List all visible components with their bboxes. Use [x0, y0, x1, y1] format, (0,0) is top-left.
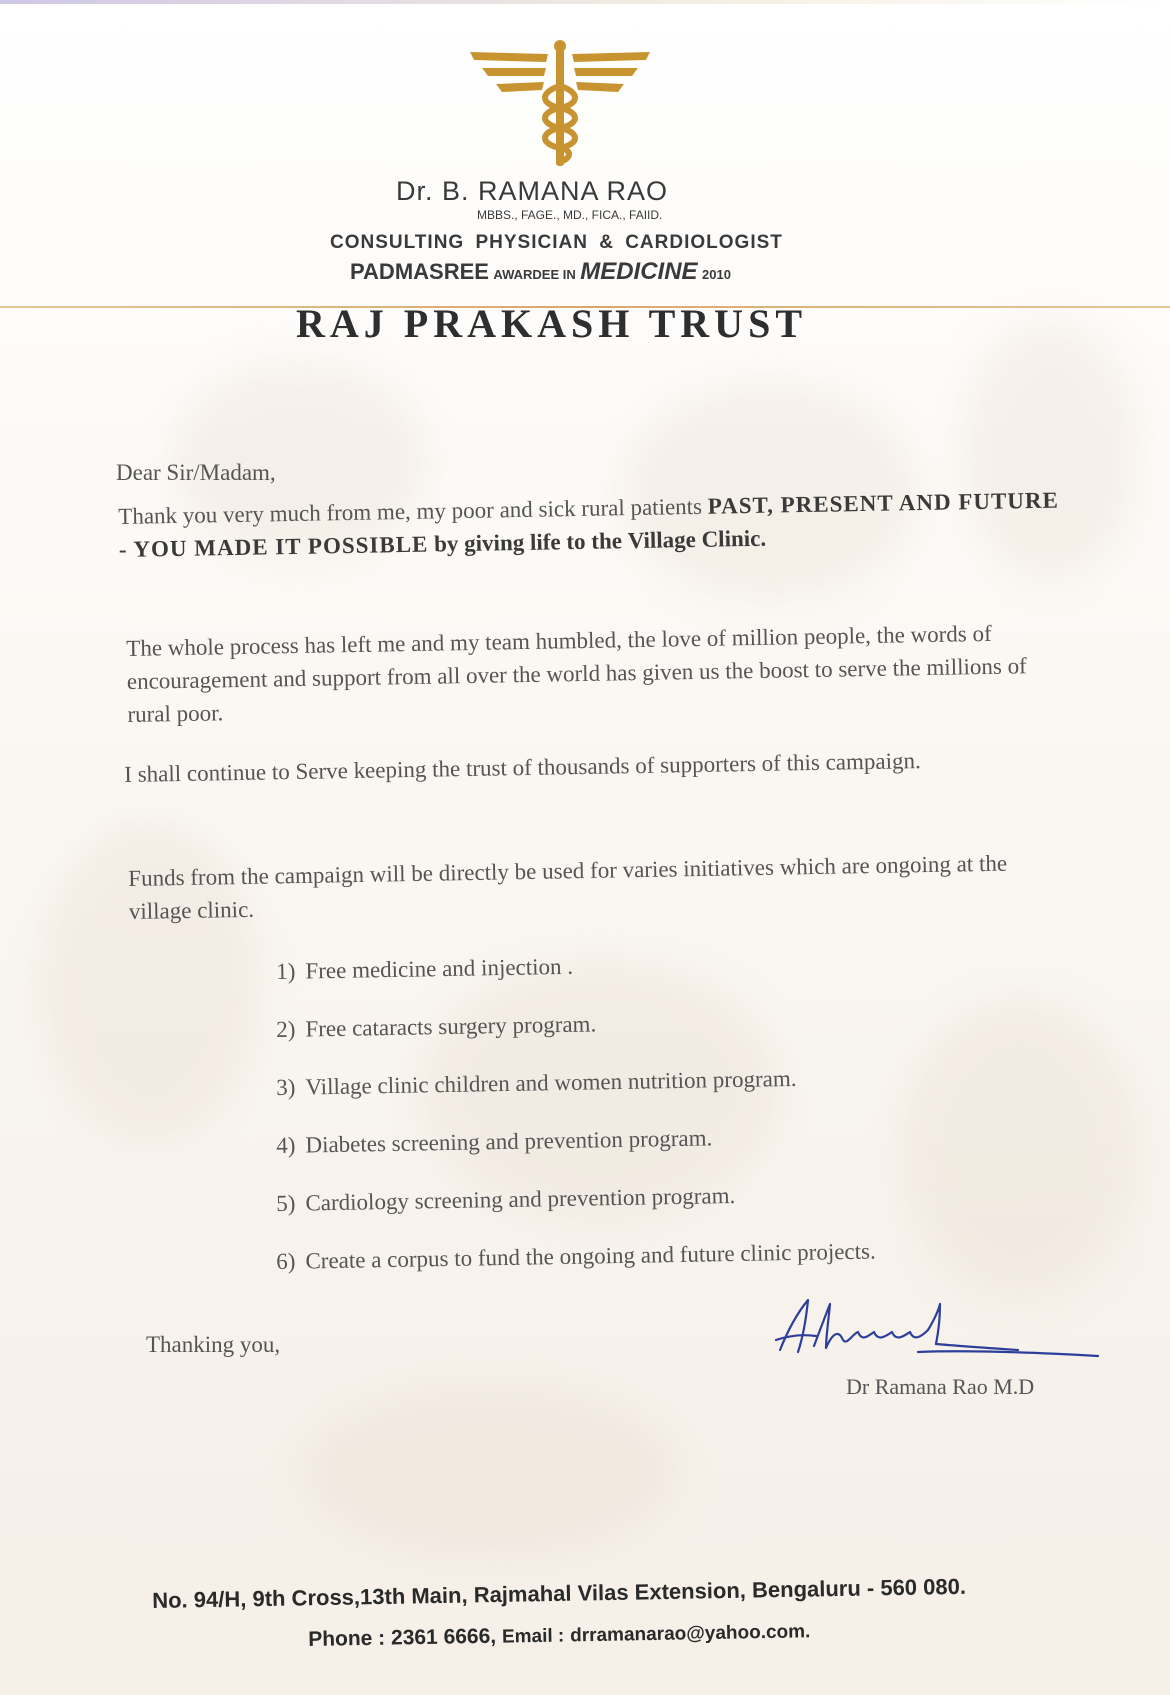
- award-padmasree: PADMASREE: [350, 259, 489, 284]
- caduceus-icon: [460, 40, 660, 170]
- signer-name: Dr Ramana Rao M.D: [846, 1374, 1035, 1399]
- award-year: 2010: [702, 267, 731, 282]
- paragraph-thanks-mid: by giving life to the: [433, 528, 623, 557]
- organization-title: RAJ PRAKASH TRUST: [296, 301, 807, 346]
- list-item-number: 5): [276, 1190, 296, 1216]
- list-item-text: Free medicine and injection .: [305, 953, 574, 984]
- doctor-name: Dr. B. RAMANA RAO: [396, 176, 669, 206]
- footer-contact: [308, 1619, 811, 1652]
- list-item-number: 4): [276, 1132, 296, 1158]
- email-address: drramanarao@yahoo.com.: [569, 1621, 811, 1647]
- paragraph-continue: I shall continue to Serve keeping the trust of thousands of supporters of this campaign.: [124, 748, 921, 787]
- initiatives-list: [276, 955, 1076, 1303]
- signature-icon: [768, 1290, 1108, 1370]
- list-item-number: 3): [276, 1074, 296, 1100]
- list-item-text: Diabetes screening and prevention program.: [305, 1125, 713, 1158]
- paragraph-thanks-emphasis-2: Village Clinic.: [627, 525, 767, 554]
- list-item-text: Cardiology screening and prevention program.: [305, 1182, 736, 1216]
- list-item-number: 6): [276, 1248, 296, 1274]
- doctor-qualifications: MBBS., FAGE., MD., FICA., FAIID.: [477, 208, 663, 222]
- phone-number: 2361 6666,: [390, 1624, 497, 1650]
- award-line: [350, 258, 731, 286]
- phone-label: Phone :: [308, 1626, 386, 1651]
- list-item-number: 1): [276, 958, 296, 984]
- footer-address: No. 94/H, 9th Cross,13th Main, Rajmahal Vilas Extension, Bengaluru - 560 080.: [152, 1573, 967, 1613]
- paragraph-funds: Funds from the campaign will be directly be used for varies initiatives which are ongoing at the village clinic.: [128, 850, 1008, 924]
- list-item-text: Free cataracts surgery program.: [305, 1011, 597, 1042]
- award-medicine: MEDICINE: [580, 258, 698, 285]
- background-watermark: [300, 1380, 680, 1560]
- salutation: Dear Sir/Madam,: [116, 460, 276, 485]
- list-item-text: Create a corpus to fund the ongoing and future clinic projects.: [305, 1238, 876, 1274]
- top-edge: [0, 0, 1170, 4]
- award-awardee: AWARDEE IN: [493, 267, 576, 282]
- list-item-text: Village clinic children and women nutrition program.: [305, 1065, 797, 1100]
- paragraph-humbled: The whole process has left me and my team humbled, the love of million people, the words of encouragement and support from all over the world has given us the boost to serve the millions of rural poor.: [126, 620, 1027, 727]
- doctor-title: CONSULTING PHYSICIAN & CARDIOLOGIST: [330, 232, 783, 253]
- paragraph-thanks-emphasis: PAST, PRESENT AND FUTURE - YOU MADE IT POSSIBLE: [118, 487, 1060, 562]
- email-label: Email :: [501, 1625, 565, 1648]
- list-item-number: 2): [276, 1016, 296, 1042]
- paragraph-thanks-start: Thank you very much from me, my poor and sick rural patients: [118, 493, 703, 529]
- closing: Thanking you,: [146, 1332, 281, 1357]
